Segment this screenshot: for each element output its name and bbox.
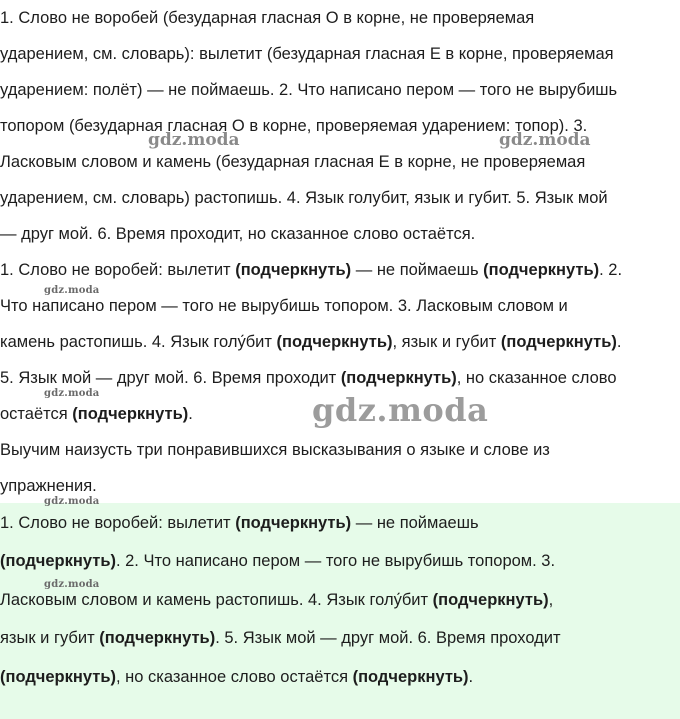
text-segment: язык и губит — [0, 629, 100, 647]
bold-note: (подчеркнуть) — [432, 591, 549, 609]
watermark: gdz.moda — [148, 130, 240, 150]
bold-note: (подчеркнуть) — [500, 333, 617, 351]
bold-note: (подчеркнуть) — [340, 369, 457, 387]
text-segment: 5. Язык мой — друг мой. 6. Время проходит — [0, 369, 341, 387]
text-segment: . 2. — [599, 261, 623, 279]
paragraph-line: — друг мой. 6. Время проходит, но сказанное слово остаётся. — [0, 225, 476, 243]
watermark: gdz.moda — [312, 391, 489, 429]
text-segment: . — [468, 668, 474, 686]
paragraph-line: 1. Слово не воробей (безударная гласная О в корне, не проверяемая — [0, 9, 535, 27]
answer-line — [0, 513, 479, 533]
text-segment: , язык и губит — [392, 333, 501, 351]
text-segment: камень растопишь. 4. Язык голу́бит — [0, 333, 277, 351]
answer-line — [0, 590, 553, 610]
text-segment: Ласковым словом и камень растопишь. 4. Язык голу́бит — [0, 591, 433, 609]
watermark: gdz.moda — [44, 285, 100, 296]
paragraph-line: ударением: полёт) — не поймаешь. 2. Что написано пером — того не вырубишь — [0, 81, 618, 99]
answer-line — [0, 551, 555, 571]
answer-line — [0, 628, 561, 648]
answer-line — [0, 667, 473, 687]
paragraph-line: топором (безударная гласная О в корне, проверяемая ударением: топор). 3. — [0, 117, 588, 135]
text-segment: 1. Слово не воробей: вылетит — [0, 514, 236, 532]
bold-note: (подчеркнуть) — [483, 261, 600, 279]
paragraph-line: Ласковым словом и камень (безударная гласная Е в корне, не проверяемая — [0, 153, 586, 171]
bold-note: (подчеркнуть) — [235, 261, 352, 279]
paragraph-line — [0, 332, 621, 352]
watermark: gdz.moda — [44, 388, 100, 399]
bold-note: (подчеркнуть) — [235, 514, 352, 532]
text-segment: — не поймаешь — [351, 261, 484, 279]
text-segment: 1. Слово не воробей: вылетит — [0, 261, 236, 279]
text-segment: . 5. Язык мой — друг мой. 6. Время проходит — [215, 629, 561, 647]
task-line: упражнения. — [0, 477, 97, 495]
bold-note: (подчеркнуть) — [276, 333, 393, 351]
watermark: gdz.moda — [44, 496, 100, 507]
text-segment: . — [616, 333, 622, 351]
paragraph-line: Что написано пером — того не вырубишь топором. 3. Ласковым словом и — [0, 297, 568, 315]
paragraph-line — [0, 404, 193, 424]
watermark: gdz.moda — [499, 130, 591, 150]
paragraph-line — [0, 368, 617, 388]
text-segment: , но сказанное слово — [456, 369, 617, 387]
watermark: gdz.moda — [44, 579, 100, 590]
paragraph-line — [0, 260, 622, 280]
bold-note: (подчеркнуть) — [72, 405, 189, 423]
text-segment: . 2. Что написано пером — того не вырубишь топором. 3. — [115, 552, 556, 570]
text-segment: остаётся — [0, 405, 73, 423]
text-segment: , но сказанное слово остаётся — [115, 668, 353, 686]
bold-note: (подчеркнуть) — [99, 629, 216, 647]
task-line: Выучим наизусть три понравившихся высказывания о языке и слове из — [0, 441, 550, 459]
text-segment: , — [548, 591, 554, 609]
text-segment: — не поймаешь — [351, 514, 479, 532]
paragraph-line: ударением, см. словарь): вылетит (безударная гласная Е в корне, проверяемая — [0, 45, 614, 63]
bold-note: (подчеркнуть) — [0, 552, 116, 570]
text-segment: . — [188, 405, 193, 423]
paragraph-line: ударением, см. словарь) растопишь. 4. Язык голубит, язык и губит. 5. Язык мой — [0, 189, 608, 207]
bold-note: (подчеркнуть) — [0, 668, 116, 686]
bold-note: (подчеркнуть) — [352, 668, 469, 686]
